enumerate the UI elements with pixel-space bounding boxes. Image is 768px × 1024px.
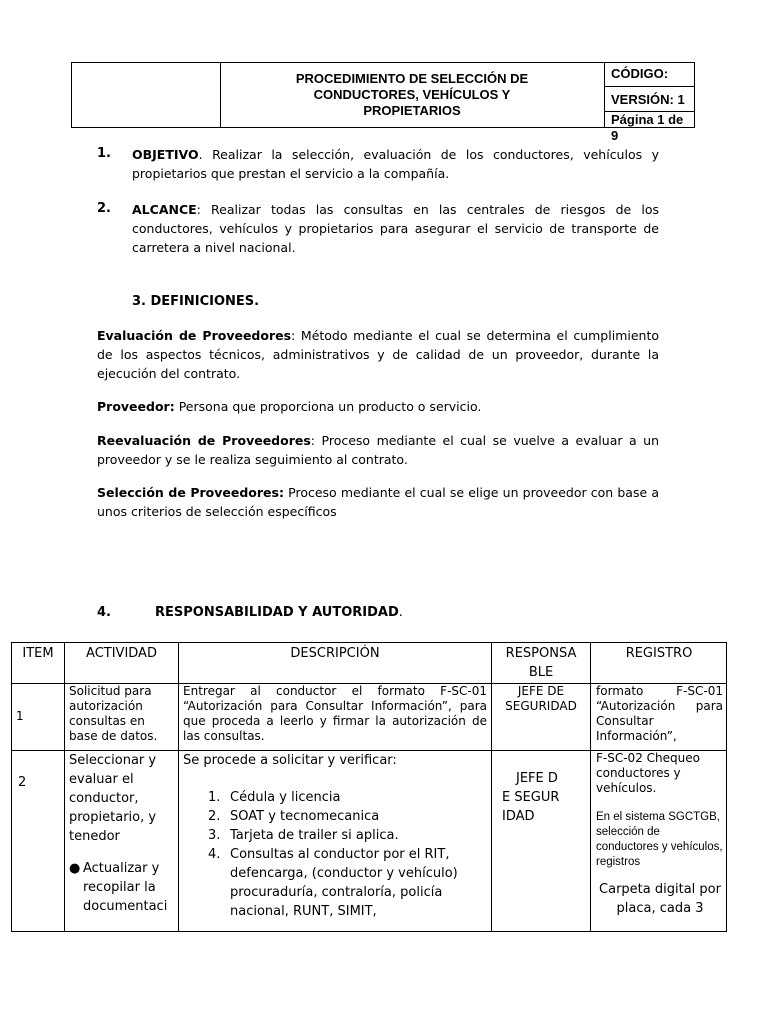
row1-registro: formato F-SC-01 “Autorización para Consultar Información”,	[596, 684, 723, 743]
row2-responsable-text: JEFE DE SEGURIDAD	[502, 771, 560, 824]
header-responsable-line: BLE	[528, 665, 554, 680]
definition-term: Selección de Proveedores:	[97, 485, 284, 500]
objetivo-text: . Realizar la selección, evaluación de los conductores, vehículos y propietarios que prestan el servicio a la compañía.	[132, 147, 659, 181]
objetivo-label: OBJETIVO	[132, 147, 199, 162]
bullet-icon: ●	[69, 861, 81, 876]
definition-text: : Método mediante el cual se determina el cumplimiento de los aspectos técnicos, administrativos y de calidad de un proveedor, durante la ejecución del contrato.	[97, 328, 660, 381]
verification-item: 3. Tarjeta de trailer si aplica.	[208, 828, 399, 843]
row1-responsable: JEFE DE SEGURIDAD	[505, 684, 577, 713]
definition-text: Persona que proporciona un producto o servicio.	[174, 399, 482, 414]
definition-item	[97, 326, 659, 383]
section-number: 2.	[97, 201, 111, 216]
row2-item: 2	[18, 775, 27, 790]
verification-item: 4. Consultas al conductor por el RIT, defencarga, (conductor y vehículo) procuraduría, contraloría, policía nacional, RUNT, SIMIT,	[208, 847, 458, 919]
alcance-label: ALCANCE	[132, 202, 197, 217]
row1-descripcion: Entregar al conductor el formato F-SC-01 “Autorización para Consultar Información”, para que proceda a leerlo y firmar la autorización de las consultas.	[183, 684, 487, 743]
row2-registro-text: F-SC-02 Chequeo conductores y vehículos.	[596, 751, 700, 795]
definition-text: Proceso mediante el cual se elige un proveedor con base a unos criterios de selección específicos	[97, 485, 659, 519]
header-registro: REGISTRO	[625, 646, 693, 661]
definition-term: Proveedor:	[97, 399, 175, 414]
table-divider	[491, 643, 492, 931]
document-header-table	[71, 62, 695, 143]
row2-descripcion	[183, 751, 487, 921]
row1-item: 1	[16, 709, 24, 723]
alcance-text: : Realizar todas las consultas en las centrales de riesgos de los conductores, vehículos y propietarios para asegurar el servicio de transporte de carretera a nivel nacional.	[132, 202, 659, 255]
title-line: PROPIETARIOS	[363, 103, 461, 118]
row2-actividad-text: Seleccionar y evaluar el conductor, propietario, y tenedor	[69, 753, 157, 844]
alcance-paragraph	[132, 200, 659, 257]
header-item: ITEM	[22, 646, 54, 661]
header-responsable	[492, 644, 590, 682]
title-line: PROCEDIMIENTO DE SELECCIÓN DE	[295, 71, 529, 86]
header-actividad: ACTIVIDAD	[86, 646, 157, 661]
objetivo-paragraph	[132, 145, 659, 183]
codigo-label: CÓDIGO:	[605, 63, 694, 87]
verification-item: 1. Cédula y licencia	[208, 790, 341, 805]
row2-registro-folder: Carpeta digital por placa, cada 3	[599, 882, 721, 916]
heading-period: .	[398, 605, 403, 620]
row2-actividad-bullet-text: Actualizar y recopilar la documentaci	[83, 861, 168, 914]
row2-registro-system: En el sistema SGCTGB, selección de conductores y vehículos, registros	[596, 811, 723, 868]
page-number: Página 1 de 9	[611, 112, 684, 143]
section-number: 4.	[97, 605, 111, 620]
responsabilidad-heading	[155, 605, 403, 620]
table-divider	[590, 643, 591, 931]
definition-item	[97, 397, 659, 416]
title-line: CONDUCTORES, VEHÍCULOS Y	[313, 87, 511, 102]
row2-responsable	[502, 769, 562, 826]
table-divider	[178, 643, 179, 931]
row2-registro	[596, 751, 724, 918]
definition-term: Reevaluación de Proveedores	[97, 433, 311, 448]
definiciones-heading: 3. DEFINICIONES.	[132, 294, 260, 309]
row1-actividad: Solicitud para autorización consultas en base de datos.	[69, 684, 158, 743]
definition-text: : Proceso mediante el cual se vuelve a evaluar a un proveedor y se le realiza seguimiento al contrato.	[97, 433, 660, 467]
version-label: VERSIÓN: 1	[605, 87, 694, 112]
row2-descripcion-intro: Se procede a solicitar y verificar:	[183, 753, 397, 768]
header-descripcion: DESCRIPCIÓN	[290, 646, 380, 661]
table-divider	[64, 643, 65, 931]
row2-actividad	[69, 751, 175, 916]
definition-term: Evaluación de Proveedores	[97, 328, 292, 343]
definition-item	[97, 431, 659, 469]
header-responsable-line: RESPONSA	[505, 646, 577, 661]
document-title	[220, 63, 605, 127]
row2-actividad-bullet	[69, 859, 175, 916]
verification-list	[208, 788, 487, 921]
responsabilidad-heading-text: RESPONSABILIDAD Y AUTORIDAD	[155, 605, 399, 620]
responsibility-table	[11, 642, 727, 932]
section-number: 1.	[97, 146, 111, 161]
definition-item	[97, 483, 659, 521]
verification-item: 2. SOAT y tecnomecanica	[208, 809, 380, 824]
logo-cell	[72, 63, 221, 127]
